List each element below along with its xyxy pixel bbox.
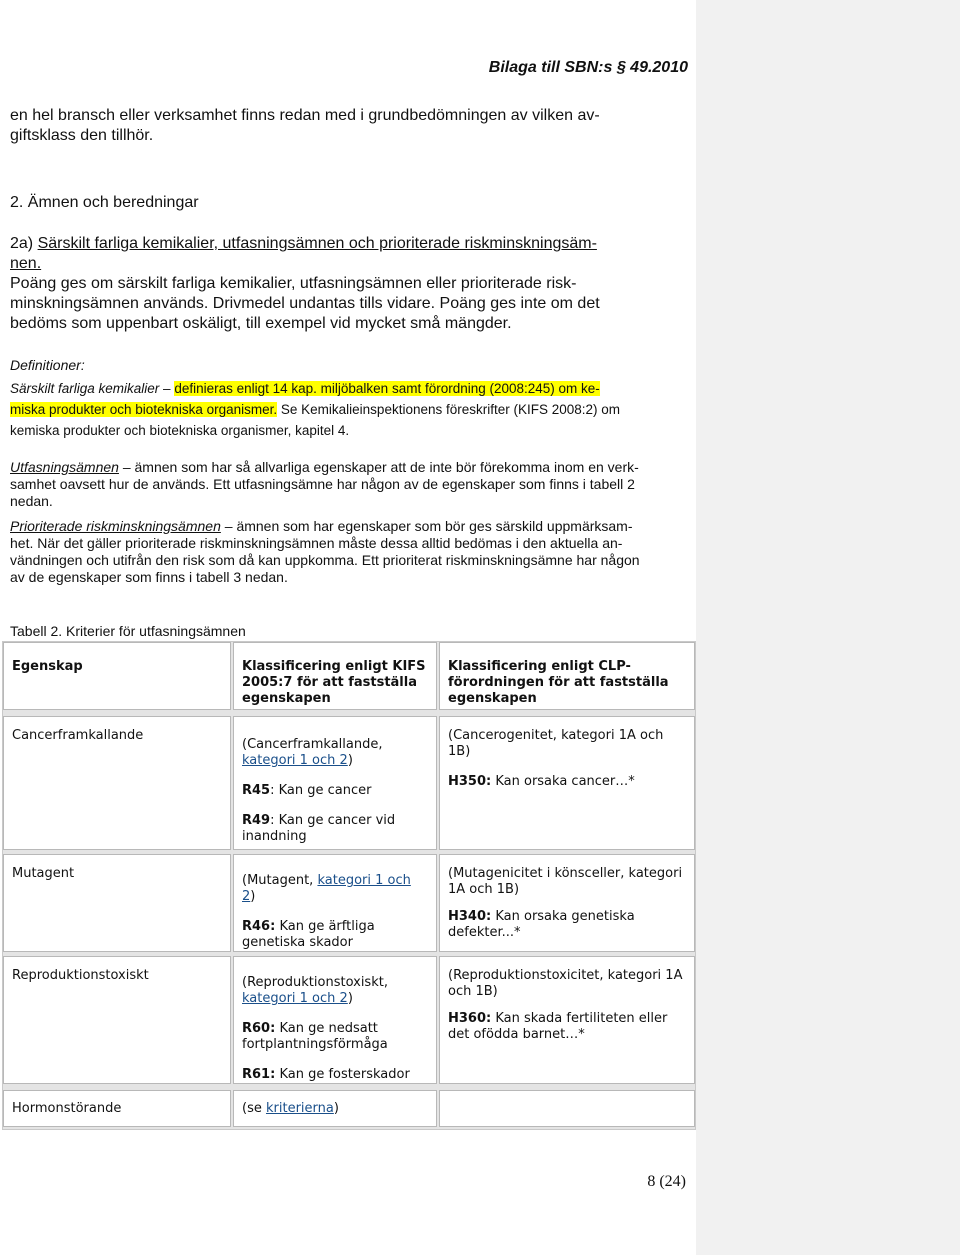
table-caption: Tabell 2. Kriterier för utfasningsämnen <box>10 623 246 639</box>
definition-dash: – <box>159 381 175 396</box>
definition-text: – ämnen som har så allvarliga egenskaper att de inte bör förekomma inom en verk- <box>118 459 639 475</box>
intro-paragraph <box>10 106 686 146</box>
risk-code: R60: <box>242 1021 276 1036</box>
kifs-category-link[interactable]: kategori 1 och 2 <box>242 873 411 904</box>
risk-code: R46: <box>242 919 276 934</box>
table-header-cell: Klassificering enligt KIFS 2005:7 för att fastställa egenskapen <box>233 642 437 710</box>
definition-highlight: definieras enligt 14 kap. miljöbalken samt förordning (2008:245) om ke- <box>174 381 600 396</box>
risk-code: R61: <box>242 1067 276 1082</box>
definition-text: samhet oavsett hur de används. Ett utfasningsämne har någon av de egenskaper som finns i tabell 2 <box>10 476 635 492</box>
section-heading: 2. Ämnen och beredningar <box>10 194 199 211</box>
table-row-property: Hormonstörande <box>3 1090 231 1127</box>
subsection-title-cont: nen. <box>10 255 42 272</box>
page-number: 8 (24) <box>647 1173 686 1190</box>
comment-margin <box>696 0 960 1255</box>
risk-code: R45 <box>242 783 271 798</box>
definition-term: Prioriterade riskminskningsämnen <box>10 518 221 534</box>
hazard-code: H360: <box>448 1011 492 1026</box>
definitions-label: Definitioner: <box>10 357 85 373</box>
table-header-cell: Egenskap <box>3 642 231 710</box>
table-row-clp <box>439 1090 695 1127</box>
criteria-link[interactable]: kriterierna <box>265 1101 334 1116</box>
subsection-prefix: 2a) <box>10 235 38 252</box>
table-row-kifs: (Reproduktionstoxiskt, kategori 1 och 2) R60: Kan ge nedsatt fortplantningsförmåga R61: Kan ge fosterskador <box>233 956 437 1084</box>
table-row-clp: (Cancerogenitet, kategori 1A och 1B) H350: Kan orsaka cancer…* <box>439 716 695 850</box>
intro-line: giftsklass den tillhör. <box>10 127 154 144</box>
definition-priority <box>10 518 686 586</box>
table-header-cell: Klassificering enligt CLP-förordningen för att fastställa egenskapen <box>439 642 695 710</box>
criteria-line: Poäng ges om särskilt farliga kemikalier, utfasningsämnen eller prioriterade risk- <box>10 275 577 292</box>
criteria-line: minskningsämnen används. Drivmedel undantas tills vidare. Poäng ges inte om det <box>10 295 600 312</box>
subsection-heading <box>10 234 686 274</box>
definition-highlight-cont: miska produkter och biotekniska organismer. <box>10 402 278 417</box>
definition-term: Särskilt farliga kemikalier <box>10 381 160 396</box>
definition-rest-cont: kemiska produkter och biotekniska organismer, kapitel 4. <box>10 423 350 438</box>
criteria-line: bedöms som uppenbart oskäligt, till exempel vid mycket små mängder. <box>10 315 512 332</box>
definition-text: nedan. <box>10 493 53 509</box>
table-row-kifs: (Cancerframkallande, kategori 1 och 2) R45: Kan ge cancer R49: Kan ge cancer vid inandning <box>233 716 437 850</box>
table-row-kifs: (se kriterierna) <box>233 1090 437 1127</box>
criteria-table <box>2 641 696 1130</box>
hazard-code: H340: <box>448 909 492 924</box>
definition-text: av de egenskaper som finns i tabell 3 nedan. <box>10 569 288 585</box>
definition-particularly-hazardous <box>10 378 686 441</box>
kifs-category-link[interactable]: kategori 1 och 2 <box>242 991 348 1006</box>
definition-text: – ämnen som har egenskaper som bör ges särskild uppmärksam- <box>220 518 633 534</box>
table-row-property: Mutagent <box>3 854 231 952</box>
table-row-property: Cancerframkallande <box>3 716 231 850</box>
definition-term: Utfasningsämnen <box>10 459 119 475</box>
table-row-property: Reproduktionstoxiskt <box>3 956 231 1084</box>
kifs-category-link[interactable]: kategori 1 och 2 <box>242 753 348 768</box>
table-row-kifs: (Mutagent, kategori 1 och 2) R46: Kan ge ärftliga genetiska skador <box>233 854 437 952</box>
risk-code: R49 <box>242 813 271 828</box>
table-row-clp: (Reproduktionstoxicitet, kategori 1A och 1B) H360: Kan skada fertiliteten eller det ofödda barnet…* <box>439 956 695 1084</box>
table-row-clp: (Mutagenicitet i könsceller, kategori 1A och 1B) H340: Kan orsaka genetiska defekter...* <box>439 854 695 952</box>
subsection-title: Särskilt farliga kemikalier, utfasningsämnen och prioriterade riskminskningsäm- <box>37 235 597 252</box>
definition-text: vändningen och utifrån den risk som då kan uppkomma. Ett prioriterat riskminskningsämne har någon <box>10 552 640 568</box>
definition-text: het. När det gäller prioriterade riskminskningsämnen måste dessa alltid bedömas i den aktuella an- <box>10 535 623 551</box>
hazard-code: H350: <box>448 774 492 789</box>
criteria-paragraph <box>10 274 686 334</box>
definition-rest: Se Kemikalieinspektionens föreskrifter (KIFS 2008:2) om <box>277 402 621 417</box>
header-reference: Bilaga till SBN:s § 49.2010 <box>488 59 688 76</box>
definition-phase-out <box>10 459 686 510</box>
intro-line: en hel bransch eller verksamhet finns redan med i grundbedömningen av vilken av- <box>10 107 600 124</box>
